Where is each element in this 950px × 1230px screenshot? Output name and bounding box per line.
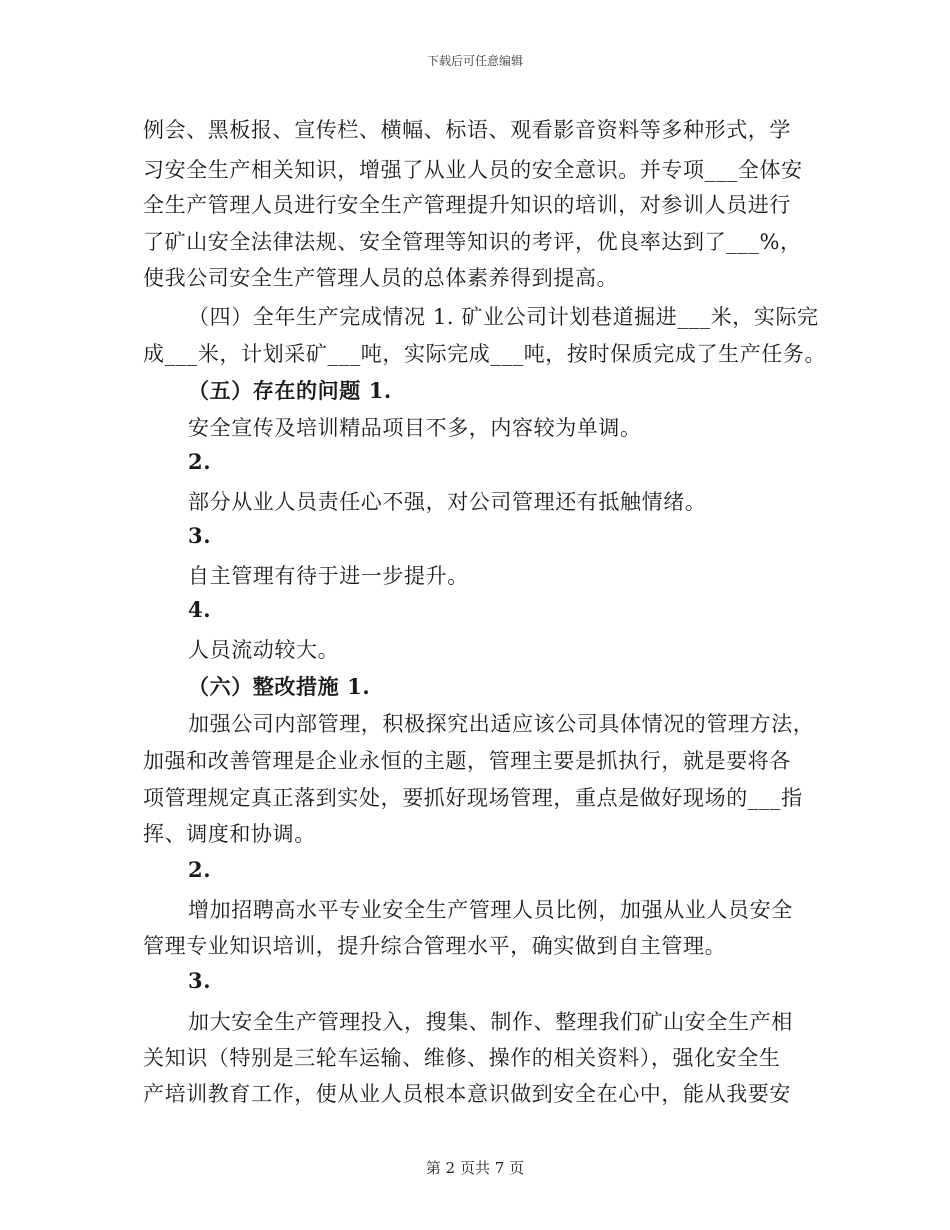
body-line: 部分从业人员责任心不强，对公司管理还有抵触情绪。 bbox=[188, 490, 707, 514]
body-line: 使我公司安全生产管理人员的总体素养得到提高。 bbox=[143, 266, 619, 290]
body-line: 成___米，计划采矿___吨，实际完成___吨，按时保质完成了生产任务。 bbox=[143, 342, 827, 366]
body-line: 习安全生产相关知识，增强了从业人员的安全意识。并专项___全体安 bbox=[143, 158, 803, 182]
body-line: 加大安全生产管理投入，搜集、制作、整理我们矿山安全生产相 bbox=[188, 1010, 793, 1034]
body-line: 安全宣传及培训精品项目不多，内容较为单调。 bbox=[188, 416, 642, 440]
body-line: 了矿山安全法律法规、安全管理等知识的考评，优良率达到了___%， bbox=[143, 230, 802, 254]
item-number: 4. bbox=[188, 597, 212, 622]
item-number: 3. bbox=[188, 968, 212, 993]
body-line: 人员流动较大。 bbox=[188, 638, 340, 662]
section-heading-4: （四）全年生产完成情况 1. 矿业公司计划巷道掘进___米，实际完 bbox=[188, 305, 819, 329]
body-line: 关知识（特别是三轮车运输、维修、操作的相关资料），强化安全生 bbox=[143, 1046, 781, 1070]
page-footer: 第 2 页共 7 页 bbox=[425, 1159, 525, 1177]
item-number: 2. bbox=[188, 857, 212, 882]
body-line: 加强公司内部管理，积极探究出适应该公司具体情况的管理方法， bbox=[188, 712, 815, 736]
item-number: 3. bbox=[188, 523, 212, 548]
body-line: 项管理规定真正落到实处，要抓好现场管理，重点是做好现场的___指 bbox=[143, 786, 803, 810]
body-line: 挥、调度和协调。 bbox=[143, 822, 316, 846]
body-line: 自主管理有待于进一步提升。 bbox=[188, 564, 469, 588]
body-line: 例会、黑板报、宣传栏、横幅、标语、观看影音资料等多种形式，学 bbox=[143, 118, 791, 142]
body-line: 全生产管理人员进行安全生产管理提升知识的培训，对参训人员进行 bbox=[143, 193, 791, 217]
item-number: 2. bbox=[188, 449, 212, 474]
body-line: 增加招聘高水平专业安全生产管理人员比例，加强从业人员安全 bbox=[188, 898, 793, 922]
body-line: 加强和改善管理是企业永恒的主题，管理主要是抓执行，就是要将各 bbox=[143, 749, 791, 773]
section-heading-6: （六）整改措施 1. bbox=[188, 674, 371, 699]
body-line: 管理专业知识培训，提升综合管理水平，确实做到自主管理。 bbox=[143, 934, 727, 958]
page-header: 下载后可任意编辑 bbox=[426, 54, 523, 68]
body-line: 产培训教育工作，使从业人员根本意识做到安全在心中，能从我要安 bbox=[143, 1082, 791, 1106]
section-heading-5: （五）存在的问题 1. bbox=[188, 378, 392, 403]
